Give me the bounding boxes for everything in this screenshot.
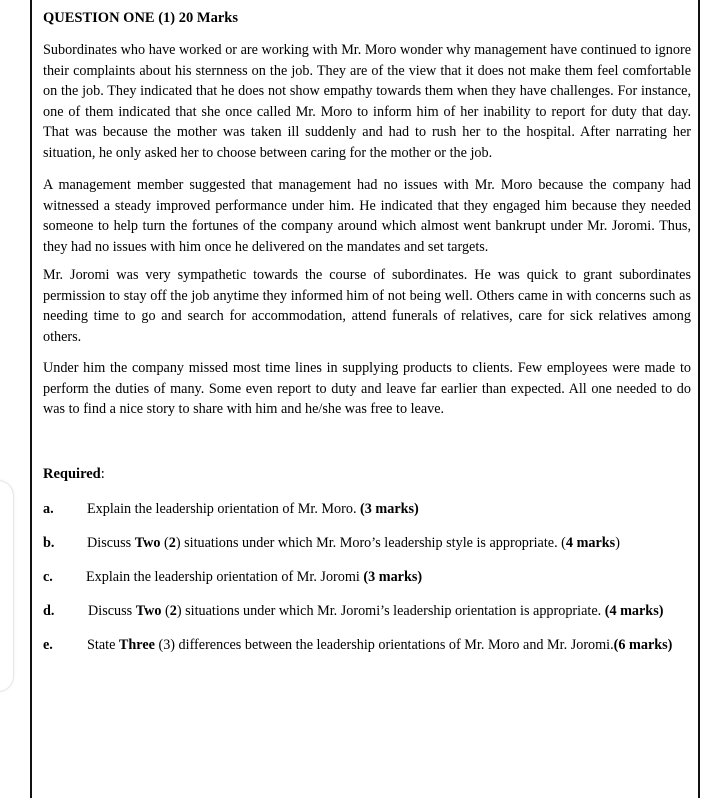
question-letter: e. [43,637,53,653]
side-panel-card [0,480,14,692]
question-marks: 4 marks [565,535,616,551]
question-emphasis: Three [118,637,155,653]
question-text [87,637,672,654]
question-emphasis: Two [134,535,161,551]
question-letter: d. [43,603,55,619]
question-emphasis: Two [135,603,162,619]
question-text-part: Discuss [88,603,136,619]
question-text [87,501,419,518]
question-marks: (3 marks) [363,569,423,585]
question-letter: b. [43,535,55,551]
question-text-part: ( [160,535,169,551]
case-paragraph-2: A management member suggested that management had no issues with Mr. Moro because the company had witnessed a steady improved performance under him. He indicated that they engaged him because they needed someone to help turn the fortunes of the company around which almost went bankrupt under Mr. Joromi. Thus, they had no issues with him once he delivered on the mandates and set targets. [43,177,691,255]
case-paragraph-3: Mr. Joromi was very sympathetic towards the course of subordinates. He was quick to grant subordinates permission to stay off the job anytime they informed him of not being well. Others came in with concerns such as needing time to go and search for accommodation, attend funerals of relatives, care for sick relatives among others. [43,267,691,345]
required-heading [43,466,105,483]
case-paragraph-1: Subordinates who have worked or are working with Mr. Moro wonder why management have continued to ignore their complaints about his sternness on the job. They are of the view that it does not make them feel comfortable on the job. They indicated that he does not show empathy towards them when they have challenges. For instance, one of them indicated that she once called Mr. Moro to inform him of her inability to report for duty that day. That was because the mother was taken ill suddenly and had to rush her to the hospital. After narrating her situation, he only asked her to choose between caring for the mother or the job. [43,42,691,161]
question-title: QUESTION ONE (1) 20 Marks [43,10,238,26]
required-label: Required [43,466,101,482]
question-marks: (6 marks) [613,637,673,653]
question-emphasis: 2 [168,535,176,551]
question-text-part: ( [161,603,170,619]
question-marks: (3 marks) [360,501,419,517]
required-colon: : [100,466,105,482]
question-text-part: State [87,637,119,653]
question-text [87,535,620,552]
case-paragraph-4: Under him the company missed most time lines in supplying products to clients. Few employees were made to perform the duties of many. Some even report to duty and leave far earlier than expected. All one needed to do was to find a nice story to share with him and he/she was free to leave. [43,360,691,418]
question-text [88,603,663,620]
question-text-part: (3) differences between the leadership orientations of Mr. Moro and Mr. Joromi. [154,637,614,653]
question-text-part: Explain the leadership orientation of Mr. Moro. [87,501,361,517]
question-letter: a. [43,501,54,517]
question-text-part: Explain the leadership orientation of Mr. Joromi [86,569,364,585]
question-text-part: ) situations under which Mr. Joromi’s leadership orientation is appropriate. [176,603,605,619]
question-text-part: ) [615,535,620,551]
question-text-part: Discuss [87,535,135,551]
question-text-part: ) situations under which Mr. Moro’s leadership style is appropriate. ( [175,535,566,551]
question-emphasis: 2 [169,603,177,619]
question-marks: (4 marks) [604,603,664,619]
question-letter: c. [43,569,53,585]
question-text [86,569,422,586]
